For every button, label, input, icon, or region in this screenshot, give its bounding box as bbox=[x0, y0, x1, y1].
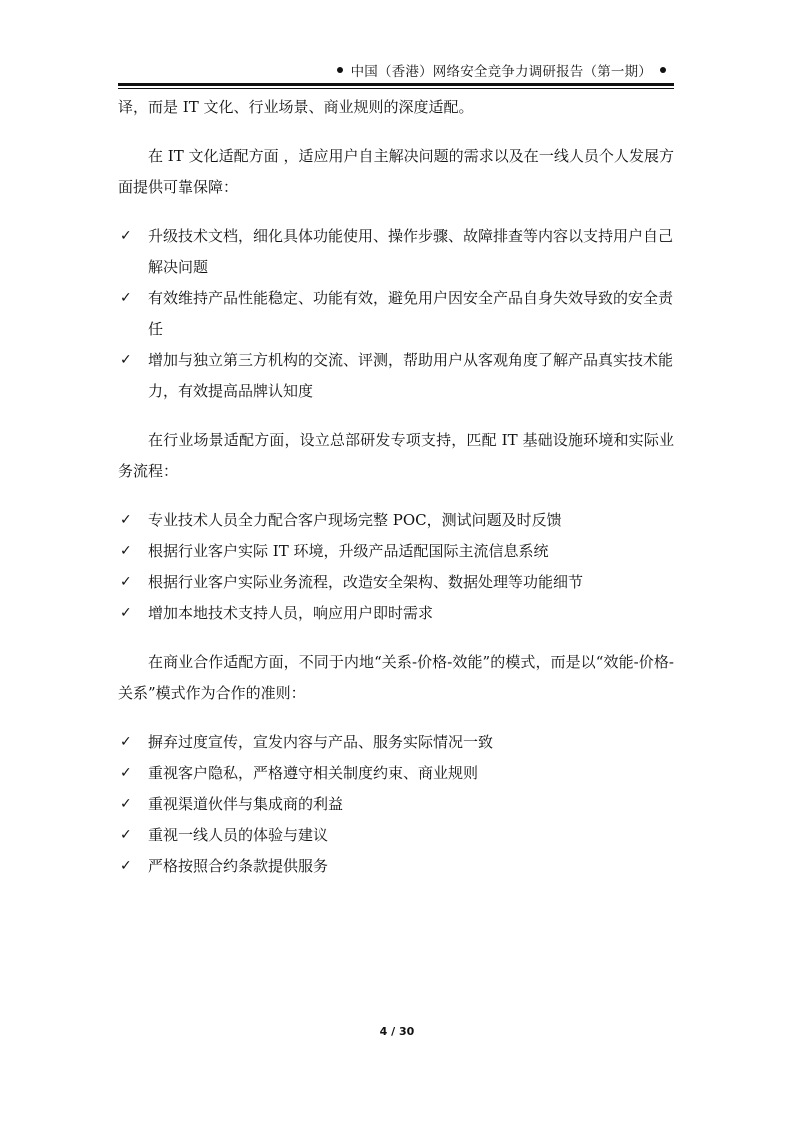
check-icon: ✓ bbox=[120, 765, 132, 781]
list-item-text: 升级技术文档，细化具体功能使用、操作步骤、故障排查等内容以支持用户自己解决问题 bbox=[148, 227, 674, 276]
check-icon: ✓ bbox=[120, 796, 132, 812]
list-item-text: 重视渠道伙伴与集成商的利益 bbox=[148, 795, 344, 813]
list-item bbox=[118, 851, 674, 882]
header-line bbox=[329, 60, 674, 80]
header-title: 中国（香港）网络安全竞争力调研报告（第一期） bbox=[350, 64, 652, 80]
check-icon: ✓ bbox=[120, 574, 132, 590]
intro-paragraph: 译，而是 IT 文化、行业场景、商业规则的深度适配。 bbox=[118, 98, 474, 116]
check-icon: ✓ bbox=[120, 858, 132, 874]
list-item-text: 重视客户隐私，严格遵守相关制度约束、商业规则 bbox=[148, 764, 479, 782]
list-item-text: 有效维持产品性能稳定、功能有效，避免用户因安全产品自身失效导致的安全责任 bbox=[148, 289, 674, 338]
check-icon: ✓ bbox=[120, 734, 132, 750]
list-item bbox=[118, 505, 674, 536]
page-number: 4 / 30 bbox=[379, 1025, 415, 1038]
section-lead-business: 在商业合作适配方面，不同于内地“关系-价格-效能”的模式，而是以“效能-价格-关系”模式作为合作的准则： bbox=[118, 653, 674, 702]
section-lead-it-culture: 在 IT 文化适配方面 ，适应用户自主解决问题的需求以及在一线人员个人发展方面提供可靠保障： bbox=[118, 147, 674, 196]
list-item-text: 增加本地技术支持人员，响应用户即时需求 bbox=[148, 604, 434, 622]
check-icon: ✓ bbox=[120, 605, 132, 621]
list-item bbox=[118, 345, 674, 407]
dot-icon bbox=[337, 67, 343, 73]
list-item bbox=[118, 536, 674, 567]
check-icon: ✓ bbox=[120, 352, 132, 368]
list-item-text: 摒弃过度宣传，宣发内容与产品、服务实际情况一致 bbox=[148, 733, 494, 751]
list-item-text: 增加与独立第三方机构的交流、评测，帮助用户从客观角度了解产品真实技术能力，有效提高品牌认知度 bbox=[148, 351, 674, 400]
bullet-list-it-culture bbox=[118, 221, 674, 407]
list-item-text: 严格按照合约条款提供服务 bbox=[148, 857, 329, 875]
page-body bbox=[118, 92, 674, 882]
header-rule-thick bbox=[118, 83, 674, 86]
list-item-text: 专业技术人员全力配合客户现场完整 POC，测试问题及时反馈 bbox=[148, 511, 562, 529]
check-icon: ✓ bbox=[120, 543, 132, 559]
dot-icon bbox=[660, 67, 666, 73]
list-item-text: 重视一线人员的体验与建议 bbox=[148, 826, 329, 844]
list-item bbox=[118, 820, 674, 851]
check-icon: ✓ bbox=[120, 512, 132, 528]
check-icon: ✓ bbox=[120, 827, 132, 843]
list-item bbox=[118, 758, 674, 789]
list-item bbox=[118, 598, 674, 629]
list-item-text: 根据行业客户实际 IT 环境，升级产品适配国际主流信息系统 bbox=[148, 542, 549, 560]
list-item bbox=[118, 567, 674, 598]
bullet-list-industry bbox=[118, 505, 674, 629]
check-icon: ✓ bbox=[120, 290, 132, 306]
header-rule-thin bbox=[118, 88, 674, 89]
list-item bbox=[118, 221, 674, 283]
bullet-list-business bbox=[118, 727, 674, 882]
list-item-text: 根据行业客户实际业务流程，改造安全架构、数据处理等功能细节 bbox=[148, 573, 584, 591]
section-lead-industry: 在行业场景适配方面，设立总部研发专项支持，匹配 IT 基础设施环境和实际业务流程： bbox=[118, 431, 674, 480]
list-item bbox=[118, 283, 674, 345]
check-icon: ✓ bbox=[120, 228, 132, 244]
list-item bbox=[118, 789, 674, 820]
list-item bbox=[118, 727, 674, 758]
